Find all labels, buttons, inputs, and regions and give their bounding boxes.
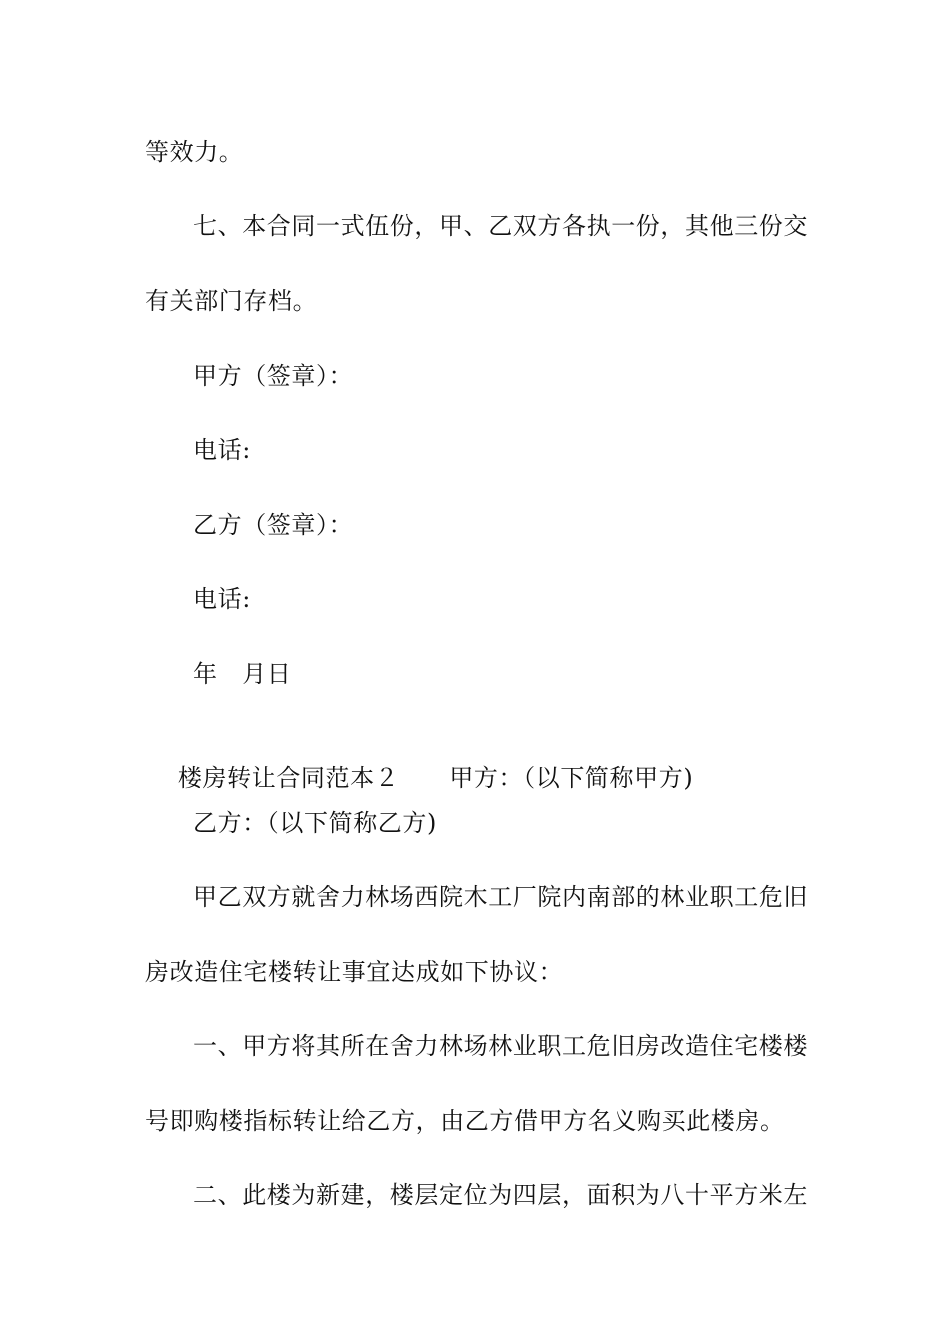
text-line: 房改造住宅楼转让事宜达成如下协议：: [145, 958, 564, 986]
party-a-phone-label: 电话:: [193, 436, 251, 464]
text-line: 号即购楼指标转让给乙方，由乙方借甲方名义购买此楼房。: [145, 1107, 785, 1135]
clause-one-line: 一、甲方将其所在舍力林场林业职工危旧房改造住宅楼楼: [193, 1032, 808, 1060]
party-a-signature-label: 甲方（签章）：: [193, 362, 354, 390]
party-b-signature-label: 乙方（签章）：: [193, 511, 354, 539]
clause-two-line: 二、此楼为新建，楼层定位为四层，面积为八十平方米左: [193, 1181, 808, 1209]
party-b-definition: 乙方：（以下简称乙方): [193, 809, 437, 837]
contract-title: 楼房转让合同范本２: [177, 764, 400, 792]
party-b-phone-label: 电话:: [193, 585, 251, 613]
party-a-definition: 甲方：（以下简称甲方): [449, 764, 694, 792]
clause-seven-line: 七、本合同一式伍份，甲、乙双方各执一份，其他三份交: [193, 212, 808, 240]
text-line: 有关部门存档。: [145, 287, 318, 315]
agreement-intro-line: 甲乙双方就舍力林场西院木工厂院内南部的林业职工危旧: [193, 883, 808, 911]
date-label: 年 月日: [193, 660, 292, 688]
text-line: 等效力。: [145, 138, 244, 166]
